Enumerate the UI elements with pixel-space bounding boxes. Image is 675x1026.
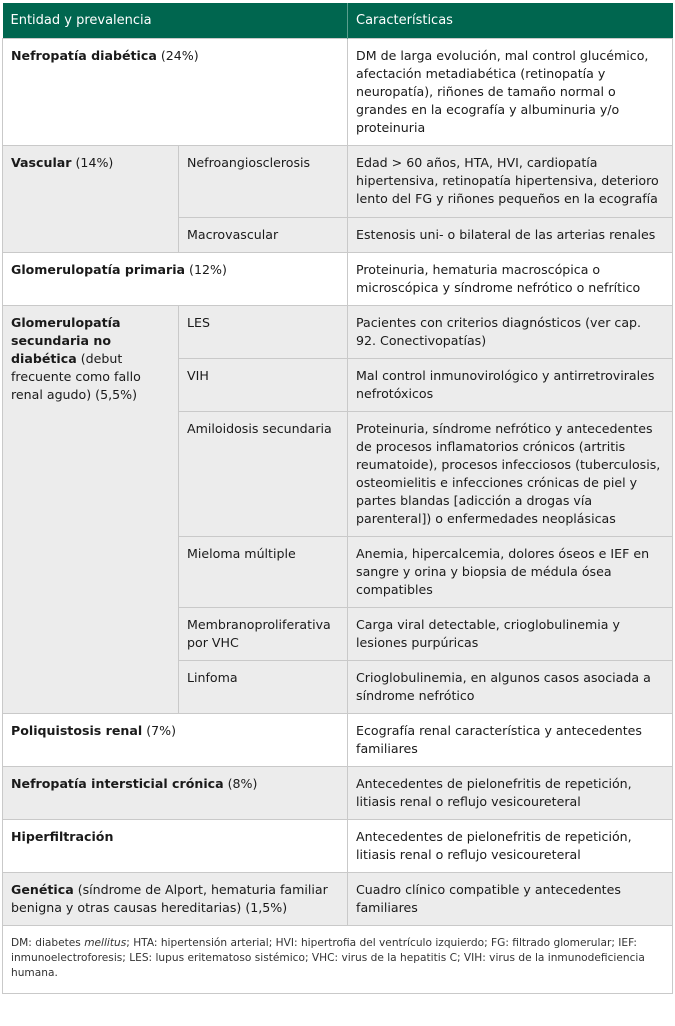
footnote-text: ; HTA: hipertensión arterial; HVI: hipertrofia del ventrículo izquierdo; FG: filtrado glomerular; IEF: inmunoelectroforesis; LES: lupus eritematoso sistémico; VHC: virus de la hepatitis C; VIH: virus de la inmunodeficiencia humana.	[11, 937, 645, 979]
characteristics-cell: Cuadro clínico compatible y antecedentes familiares	[348, 873, 673, 926]
table-row	[3, 873, 673, 926]
subtype-cell: Linfoma	[179, 661, 348, 714]
characteristics-cell: Antecedentes de pielonefritis de repetición, litiasis renal o reflujo vesicoureteral	[348, 820, 673, 873]
entity-prevalence: (12%)	[185, 262, 227, 277]
footnote-italic: mellitus	[84, 937, 127, 949]
table-row	[3, 767, 673, 820]
entity-name: Nefropatía diabética	[11, 48, 157, 63]
entity-cell	[3, 146, 179, 253]
subtype-cell: Amiloidosis secundaria	[179, 412, 348, 537]
entity-cell	[3, 253, 348, 306]
footnote	[3, 926, 673, 994]
characteristics-cell: Crioglobulinemia, en algunos casos asociada a síndrome nefrótico	[348, 661, 673, 714]
characteristics-cell: Edad > 60 años, HTA, HVI, cardiopatía hipertensiva, retinopatía hipertensiva, deterioro lento del FG y riñones pequeños en la ecografía	[348, 146, 673, 218]
table-row	[3, 306, 673, 359]
table-row	[3, 146, 673, 218]
characteristics-cell: Anemia, hipercalcemia, dolores óseos e IEF en sangre y orina y biopsia de médula ósea compatibles	[348, 537, 673, 608]
etiology-table	[2, 3, 673, 994]
entity-cell	[3, 714, 348, 767]
characteristics-cell: Mal control inmunovirológico y antirretrovirales nefrotóxicos	[348, 359, 673, 412]
entity-prevalence: (24%)	[156, 48, 199, 63]
header-characteristics: Características	[348, 3, 673, 39]
table-row	[3, 253, 673, 306]
entity-name: Glomerulopatía primaria	[11, 262, 186, 277]
entity-cell	[3, 820, 348, 873]
entity-prevalence: (8%)	[223, 776, 258, 791]
header-entity: Entidad y prevalencia	[3, 3, 348, 39]
entity-name: Genética	[11, 882, 74, 897]
entity-name: Vascular	[11, 155, 72, 170]
characteristics-cell: DM de larga evolución, mal control glucémico, afectación metadiabética (retinopatía y neuropatía), riñones de tamaño normal o grandes en la ecografía y albuminuria y/o proteinuria	[348, 39, 673, 146]
entity-prevalence: (debut frecuente como fallo renal agudo) (5,5%)	[11, 351, 141, 402]
footnote-row	[3, 926, 673, 994]
subtype-cell: Nefroangiosclerosis	[179, 146, 348, 218]
characteristics-cell: Ecografía renal característica y antecedentes familiares	[348, 714, 673, 767]
characteristics-cell: Proteinuria, síndrome nefrótico y antecedentes de procesos inflamatorios crónicos (artritis reumatoide), procesos infecciosos (tuberculosis, osteomielitis e infecciones crónicas de piel y partes blandas [adicción a drogas vía parenteral]) o enfermedades neoplásicas	[348, 412, 673, 537]
entity-name: Hiperfiltración	[11, 829, 114, 844]
entity-prevalence: (7%)	[142, 723, 177, 738]
subtype-cell: LES	[179, 306, 348, 359]
entity-cell	[3, 306, 179, 714]
characteristics-cell: Antecedentes de pielonefritis de repetición, litiasis renal o reflujo vesicoureteral	[348, 767, 673, 820]
characteristics-cell: Proteinuria, hematuria macroscópica o microscópica y síndrome nefrótico o nefrítico	[348, 253, 673, 306]
subtype-cell: VIH	[179, 359, 348, 412]
entity-prevalence: (síndrome de Alport, hematuria familiar benigna y otras causas hereditarias) (1,5%)	[11, 882, 328, 915]
table-row	[3, 714, 673, 767]
entity-cell	[3, 39, 348, 146]
entity-name: Nefropatía intersticial crónica	[11, 776, 224, 791]
subtype-cell: Macrovascular	[179, 218, 348, 253]
footnote-text: DM: diabetes	[11, 937, 85, 949]
entity-prevalence: (14%)	[71, 155, 114, 170]
table-row	[3, 820, 673, 873]
characteristics-cell: Estenosis uni- o bilateral de las arterias renales	[348, 218, 673, 253]
subtype-cell: Mieloma múltiple	[179, 537, 348, 608]
entity-name: Poliquistosis renal	[11, 723, 143, 738]
table-header-row	[3, 3, 673, 39]
entity-cell	[3, 767, 348, 820]
subtype-cell: Membranoproliferativa por VHC	[179, 608, 348, 661]
characteristics-cell: Pacientes con criterios diagnósticos (ver cap. 92. Conectivopatías)	[348, 306, 673, 359]
characteristics-cell: Carga viral detectable, crioglobulinemia y lesiones purpúricas	[348, 608, 673, 661]
entity-name: Glomerulopatía secundaria no diabética	[11, 315, 121, 366]
entity-cell	[3, 873, 348, 926]
table-row	[3, 39, 673, 146]
